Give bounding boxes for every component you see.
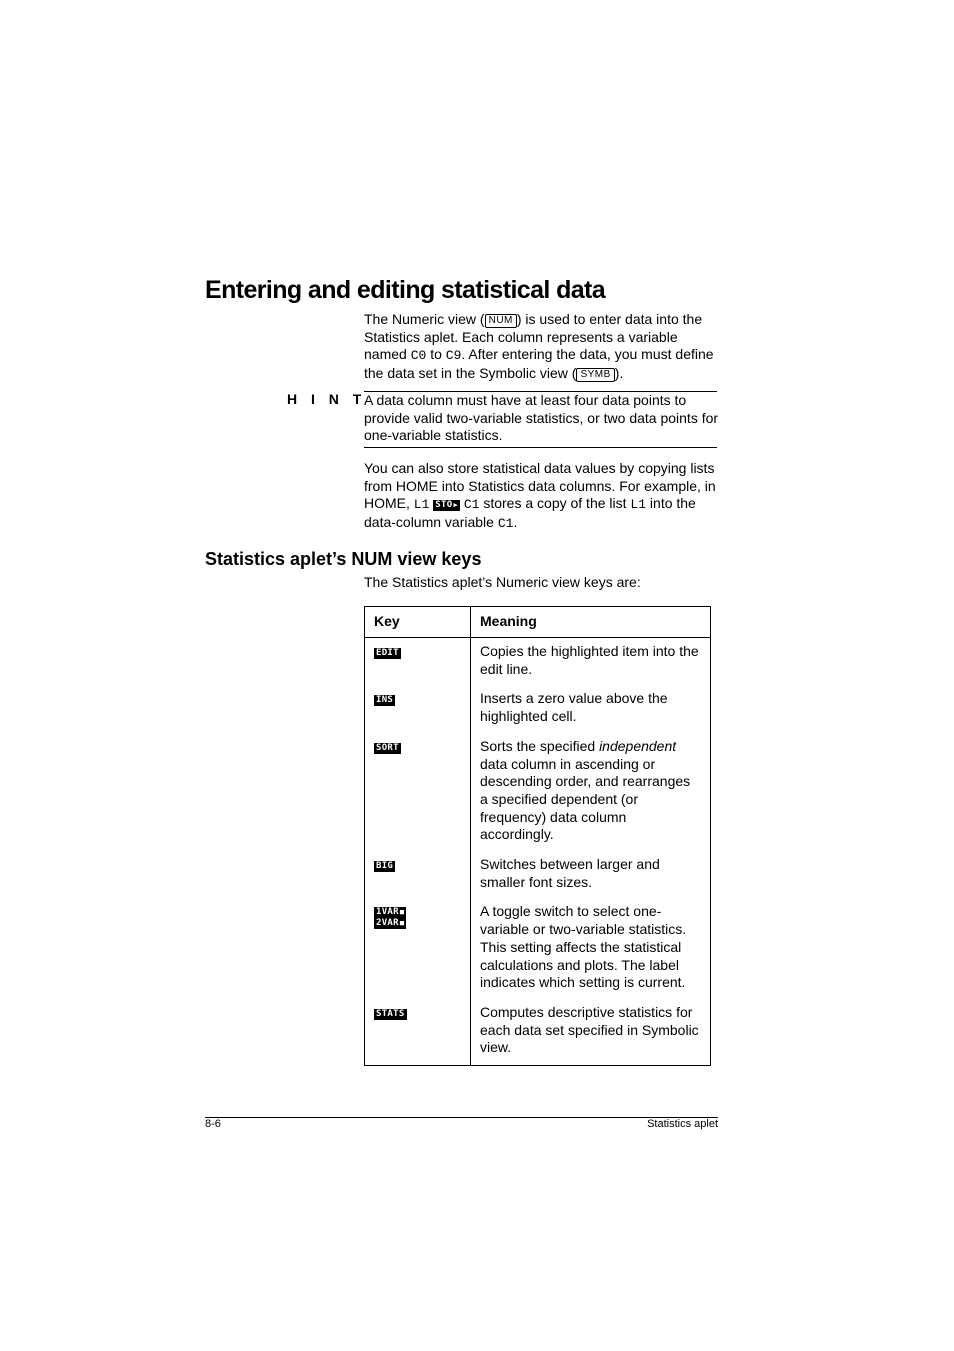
footer-rule	[205, 1117, 718, 1118]
table-row	[365, 1004, 711, 1066]
hint-text: A data column must have at least four data points to provide valid two-variable statistics, or two data points for one-variable statistics.	[364, 392, 719, 444]
intro-text-2: ) is used to enter data into the Statistics aplet. Each column represents a variable named	[364, 311, 703, 363]
store-paragraph	[364, 460, 720, 533]
num-key-icon: NUM	[485, 314, 517, 328]
meaning-cell: Switches between larger and smaller font sizes.	[480, 856, 660, 890]
table-row	[365, 690, 711, 737]
big-key-icon: BIG	[376, 861, 394, 872]
section-intro: The Statistics aplet’s Numeric view keys are:	[364, 574, 641, 590]
meaning-text-a: Sorts the specified	[480, 737, 600, 754]
meaning-cell	[471, 738, 711, 856]
intro-paragraph	[364, 311, 720, 383]
key-cell	[365, 1004, 471, 1066]
variable-c1: C1	[463, 497, 480, 513]
store-text-1: You can also store statistical data values by copying lists from HOME into Statistics data columns. For example, in HOME,	[364, 460, 716, 512]
meaning-text-b: data column in ascending or descending order, and rearranges a specified dependent (or frequency) data column accordingly.	[480, 755, 691, 843]
intro-text-1: The Numeric view (	[364, 311, 485, 327]
key-cell	[365, 690, 471, 737]
list-l1: L1	[413, 497, 430, 513]
list-l1-ref: L1	[630, 497, 647, 513]
sort-key-icon: SORT	[376, 742, 399, 753]
table-row	[365, 738, 711, 856]
table-row	[365, 903, 711, 1004]
meaning-cell: Inserts a zero value above the highlighted cell.	[480, 690, 668, 725]
key-cell	[365, 738, 471, 856]
header-meaning: Meaning	[471, 607, 711, 638]
meaning-cell: Copies the highlighted item into the edit line.	[480, 643, 699, 677]
intro-text-4: . After entering the data, you must define the data set in the Symbolic view (	[364, 346, 714, 382]
ins-key-icon: INS	[376, 695, 394, 706]
meaning-cell: A toggle switch to select one-variable or two-variable statistics. This setting affects the statistical calculations and plots. The label indicates which setting is current.	[480, 903, 687, 991]
table-header-row	[365, 607, 711, 638]
variable-c0: C0	[410, 348, 427, 364]
symb-key-icon: SYMB	[576, 368, 614, 382]
chapter-name: Statistics aplet	[647, 1118, 718, 1130]
variable-c1-ref: C1	[497, 516, 514, 532]
keys-table	[364, 606, 711, 1066]
table-row	[365, 638, 711, 691]
sto-key-icon: STO ▶	[433, 500, 460, 511]
meaning-cell: Computes descriptive statistics for each data set specified in Symbolic view.	[480, 1003, 699, 1056]
store-text-2: stores a copy of the list	[479, 495, 631, 512]
key-cell	[365, 638, 471, 691]
stats-key-icon: STATS	[376, 1008, 405, 1019]
edit-key-icon: EDIT	[376, 648, 399, 658]
meaning-emphasis: independent	[599, 737, 677, 754]
table-row	[365, 856, 711, 903]
1var-key-icon: 1VAR ■	[374, 907, 406, 918]
store-text-4: .	[513, 514, 518, 531]
key-cell	[365, 903, 471, 1004]
header-key: Key	[365, 607, 471, 638]
page-number: 8-6	[205, 1118, 221, 1130]
intro-text-5: ).	[614, 365, 624, 382]
2var-key-icon: 2VAR ■	[374, 918, 406, 929]
key-cell	[365, 856, 471, 903]
store-text-3: into the data-column variable	[364, 495, 696, 531]
hint-label: H I N T	[287, 391, 367, 407]
hint-rule-bottom	[364, 447, 717, 448]
intro-text-3: to	[426, 346, 446, 363]
variable-c9: C9	[445, 348, 462, 364]
page-title: Entering and editing statistical data	[205, 276, 606, 304]
section-heading: Statistics aplet’s NUM view keys	[205, 549, 482, 569]
